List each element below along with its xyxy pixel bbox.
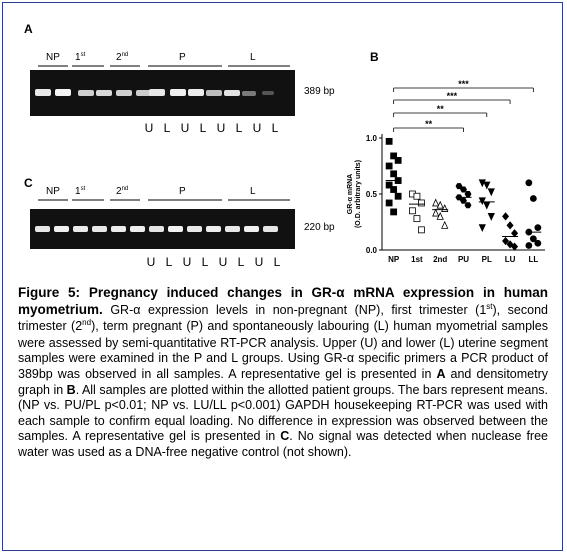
chart-points	[386, 138, 541, 250]
gel-a-label-p: P	[179, 52, 186, 63]
gel-c-label-np: NP	[46, 186, 60, 197]
data-point	[535, 240, 541, 246]
caption-title: Figure 5: Pregnancy induced changes in GR-α mRNA expression in human myometrium.	[18, 285, 548, 317]
data-point	[414, 216, 420, 222]
data-point	[391, 187, 397, 193]
x-tick-label: LU	[504, 255, 516, 264]
data-point	[488, 213, 494, 220]
data-point	[391, 209, 397, 215]
gel-c-label-2nd: 2nd	[116, 186, 129, 197]
gel-a-label-np: NP	[46, 52, 60, 63]
gel-c-label-p: P	[179, 186, 186, 197]
gel-c-bp-label: 220 bp	[304, 222, 335, 233]
data-point	[526, 243, 532, 249]
data-point	[461, 198, 467, 203]
gel-c-bands	[30, 209, 295, 249]
gel-a-bp-label: 389 bp	[304, 86, 335, 97]
significance-label: ***	[458, 79, 469, 89]
data-point	[391, 171, 397, 177]
gel-a-label-2nd: 2nd	[116, 52, 129, 63]
panel-b-letter: B	[370, 50, 379, 64]
x-tick-label: PL	[481, 255, 492, 264]
data-point	[484, 182, 490, 189]
x-tick-label: PU	[457, 255, 470, 264]
data-point	[409, 208, 415, 214]
gel-a-label-1st: 1st	[75, 52, 86, 63]
data-point	[433, 210, 439, 217]
data-point	[433, 199, 439, 206]
data-point	[479, 225, 485, 232]
data-point	[386, 200, 392, 206]
densitometry-chart	[330, 70, 555, 270]
data-point	[526, 180, 532, 186]
x-tick-label: LL	[528, 255, 539, 264]
y-tick-label: 0.5	[365, 190, 377, 199]
data-point	[418, 227, 424, 233]
gel-c-segment-labels: U L U L U L U L	[146, 255, 281, 269]
data-point	[507, 222, 513, 229]
data-point	[484, 202, 490, 209]
gel-a-bands	[30, 70, 295, 116]
data-point	[535, 225, 541, 231]
y-axis-label: GR-α mRNA	[347, 173, 354, 215]
data-point	[465, 203, 471, 208]
significance-label: ***	[446, 91, 458, 101]
x-tick-label: 1st	[411, 255, 423, 264]
data-point	[414, 193, 420, 199]
y-tick-label: 1.0	[365, 134, 377, 143]
data-point	[465, 191, 471, 196]
y-tick-label: 0.0	[365, 246, 377, 255]
x-tick-label: NP	[388, 255, 400, 264]
data-point	[395, 157, 401, 163]
data-point	[503, 213, 509, 220]
data-point	[442, 222, 448, 229]
x-tick-label: 2nd	[433, 255, 448, 264]
gel-a-segment-labels: U L U L U L U L	[144, 121, 279, 135]
data-point	[386, 163, 392, 169]
chart-labels	[388, 255, 538, 264]
data-point	[488, 189, 494, 196]
y-axis-label-units: (O.D. arbitrary units)	[355, 159, 362, 229]
data-point	[530, 195, 536, 201]
gel-c-label-l: L	[250, 186, 256, 197]
significance-label: **	[436, 104, 444, 114]
gel-c-label-1st: 1st	[75, 186, 86, 197]
caption-body: GR-α expression levels in non-pregnant (NP), first trimester (1	[102, 302, 487, 317]
gel-a-group-lines	[0, 0, 567, 80]
panel-c-letter: C	[24, 176, 33, 190]
significance-brackets	[394, 79, 534, 132]
data-point	[461, 187, 467, 192]
figure-caption: Figure 5: Pregnancy induced changes in GR-α mRNA expression in human myometrium. GR-α expression levels in non-pregnant (NP), first trimester (1st), second trimester (2nd), term pregnant (P) and spontaneously labouring (L) human myometrial samples were assessed by semi-quantitative RT-PCR analysis. Upper (U) and lower (L) uterine segment samples were examined in the P and L groups. Using GR-α specific primers a PCR product of 389bp was observed in all samples. A representative gel is presented in A and densitometry graph in B. All samples are plotted within the allotted patient groups. The bars represent means. (NP vs. PU/PL p<0.01; NP vs. LU/LL p<0.001) GAPDH housekeeping RT-PCR was used with each sample to confirm equal loading. No difference in expression was observed between the samples. A representative gel is presented in C. No signal was detected when nuclease free water was used as a DNA-free negative control (not shown).	[18, 285, 549, 459]
data-point	[418, 200, 424, 206]
gel-a-label-l: L	[250, 52, 256, 63]
significance-label: **	[425, 119, 433, 129]
gel-c-image	[30, 209, 295, 249]
gel-a-image	[30, 70, 295, 116]
data-point	[512, 230, 518, 237]
panel-a-letter: A	[24, 22, 33, 36]
data-point	[386, 138, 392, 144]
data-point	[395, 193, 401, 199]
